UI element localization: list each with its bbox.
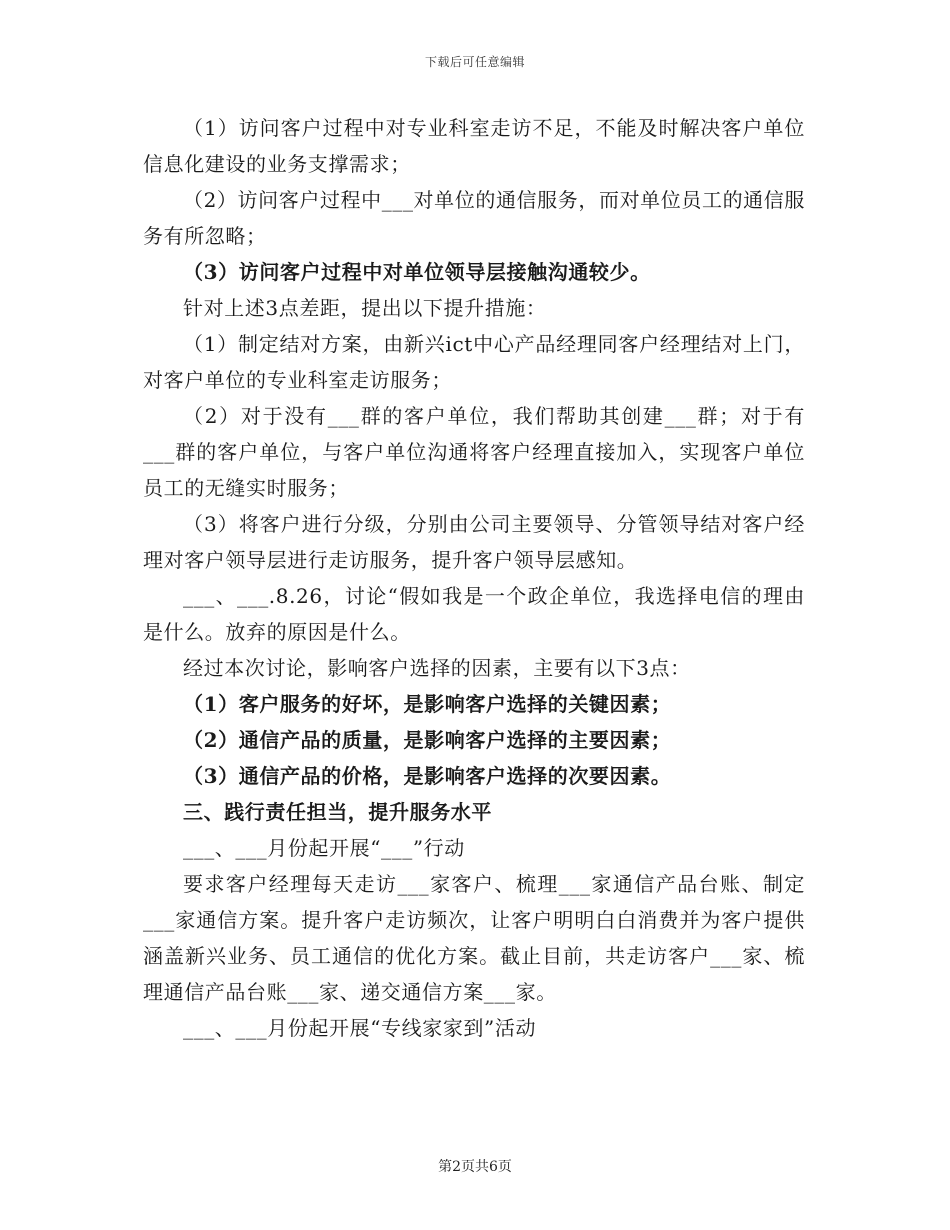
paragraph: ___、___.8.26，讨论“假如我是一个政企单位，我选择电信的理由是什么。放弃的原因是什么。 [143, 584, 805, 644]
page-header: 下载后可任意编辑 [424, 55, 525, 69]
paragraph-bold: （3）通信产品的价格，是影响客户选择的次要因素。 [183, 764, 672, 788]
paragraph: 经过本次讨论，影响客户选择的因素，主要有以下3点： [183, 656, 691, 680]
paragraph: ___、___月份起开展“___”行动 [183, 836, 465, 860]
page-footer: 第2页共6页 [438, 1159, 512, 1175]
paragraph: ___、___月份起开展“专线家家到”活动 [183, 1016, 537, 1040]
paragraph-bold: （2）通信产品的质量，是影响客户选择的主要因素； [183, 728, 672, 752]
paragraph: 针对上述3点差距，提出以下提升措施： [183, 296, 547, 320]
paragraph: （1）访问客户过程中对专业科室走访不足，不能及时解决客户单位信息化建设的业务支撑需求； [143, 116, 805, 176]
paragraph: （3）将客户进行分级，分别由公司主要领导、分管领导结对客户经理对客户领导层进行走访服务，提升客户领导层感知。 [143, 512, 805, 572]
document-body [143, 110, 805, 1046]
paragraph: （2）访问客户过程中___对单位的通信服务，而对单位员工的通信服务有所忽略； [143, 188, 805, 248]
paragraph-bold: （3）访问客户过程中对单位领导层接触沟通较少。 [183, 260, 651, 284]
paragraph: （1）制定结对方案，由新兴ict中心产品经理同客户经理结对上门，对客户单位的专业科室走访服务； [143, 332, 805, 392]
paragraph: （2）对于没有___群的客户单位，我们帮助其创建___群；对于有___群的客户单位，与客户单位沟通将客户经理直接加入，实现客户单位员工的无缝实时服务； [143, 404, 805, 500]
paragraph-bold: （1）客户服务的好坏，是影响客户选择的关键因素； [183, 692, 672, 716]
paragraph: 要求客户经理每天走访___家客户、梳理___家通信产品台账、制定___家通信方案。提升客户走访频次，让客户明明白白消费并为客户提供涵盖新兴业务、员工通信的优化方案。截止目前，共走访客户___家、梳理通信产品台账___家、递交通信方案___家。 [143, 872, 805, 1004]
section-heading: 三、践行责任担当，提升服务水平 [183, 800, 492, 824]
